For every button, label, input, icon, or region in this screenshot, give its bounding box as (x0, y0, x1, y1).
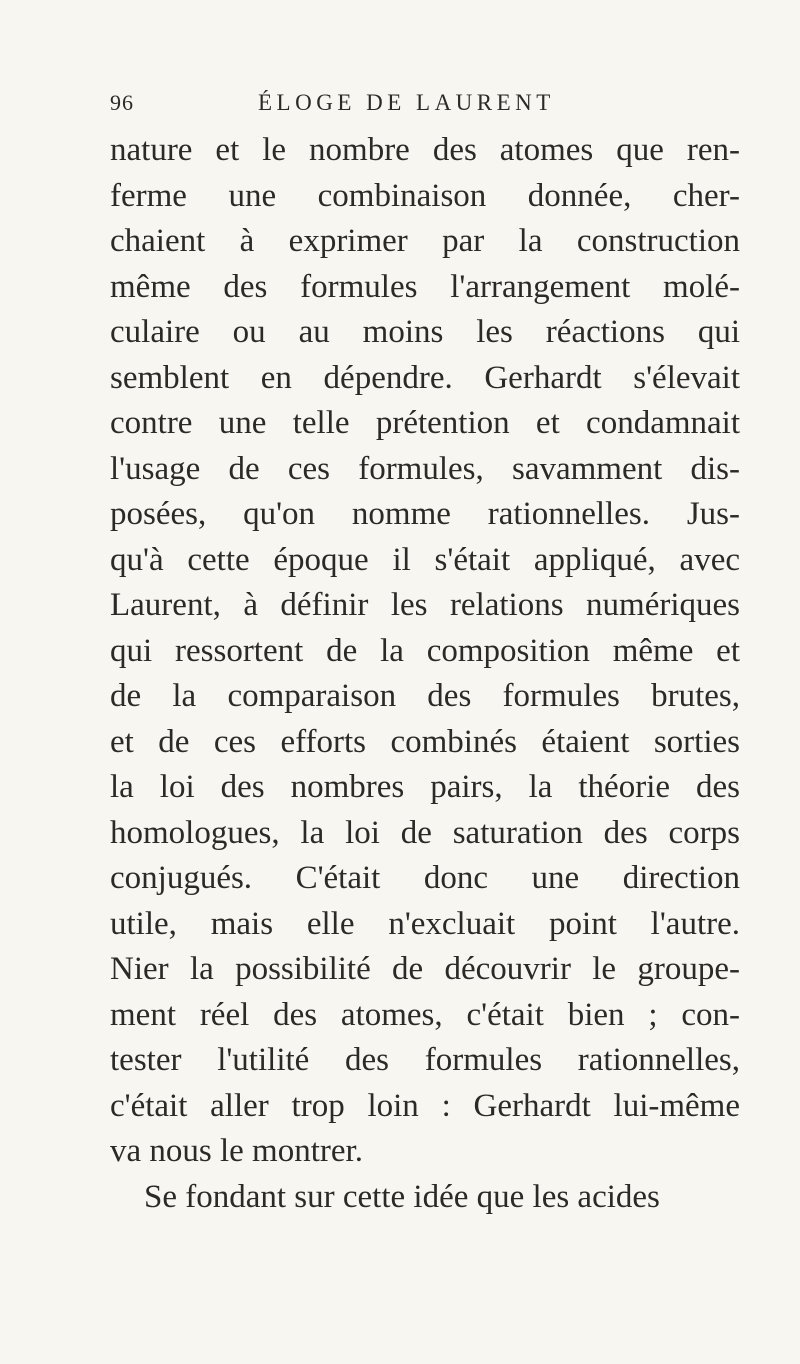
body-text (110, 128, 740, 1220)
page-number: 96 (110, 90, 134, 115)
text-line: qui ressortent de la composition même et (110, 632, 740, 669)
text-line: utile, mais elle n'excluait point l'autre. (110, 905, 740, 942)
text-line: Nier la possibilité de découvrir le groupe- (110, 951, 740, 987)
text-line: tester l'utilité des formules rationnelles, (110, 1042, 740, 1078)
text-line: de la comparaison des formules brutes, (110, 678, 740, 714)
text-line: qu'à cette époque il s'était appliqué, avec (110, 541, 740, 578)
running-title: ÉLOGE DE LAURENT (258, 90, 555, 115)
text-line: posées, qu'on nomme rationnelles. Jus- (110, 496, 740, 532)
text-line: semblent en dépendre. Gerhardt s'élevait (110, 359, 740, 396)
text-line: homologues, la loi de saturation des corps (110, 814, 740, 851)
text-line: chaient à exprimer par la construction (110, 223, 740, 259)
text-line: c'était aller trop loin : Gerhardt lui-même (110, 1087, 740, 1124)
text-line: et de ces efforts combinés étaient sorties (110, 723, 740, 760)
paragraph-start-line: Se fondant sur cette idée que les acides (144, 1178, 660, 1215)
paragraph-end-line: va nous le montrer. (110, 1133, 363, 1169)
text-line: la loi des nombres pairs, la théorie des (110, 769, 740, 805)
text-line: contre une telle prétention et condamnait (110, 405, 740, 441)
text-line: Laurent, à définir les relations numériques (110, 587, 740, 623)
text-line: l'usage de ces formules, savamment dis- (110, 450, 740, 487)
text-line: conjugués. C'était donc une direction (110, 860, 740, 896)
text-line: nature et le nombre des atomes que ren- (110, 132, 740, 168)
text-line: ment réel des atomes, c'était bien ; con- (110, 996, 740, 1033)
text-line: ferme une combinaison donnée, cher- (110, 177, 740, 214)
text-line: culaire ou au moins les réactions qui (110, 314, 740, 350)
text-line: même des formules l'arrangement molé- (110, 268, 740, 305)
running-header (110, 90, 740, 120)
